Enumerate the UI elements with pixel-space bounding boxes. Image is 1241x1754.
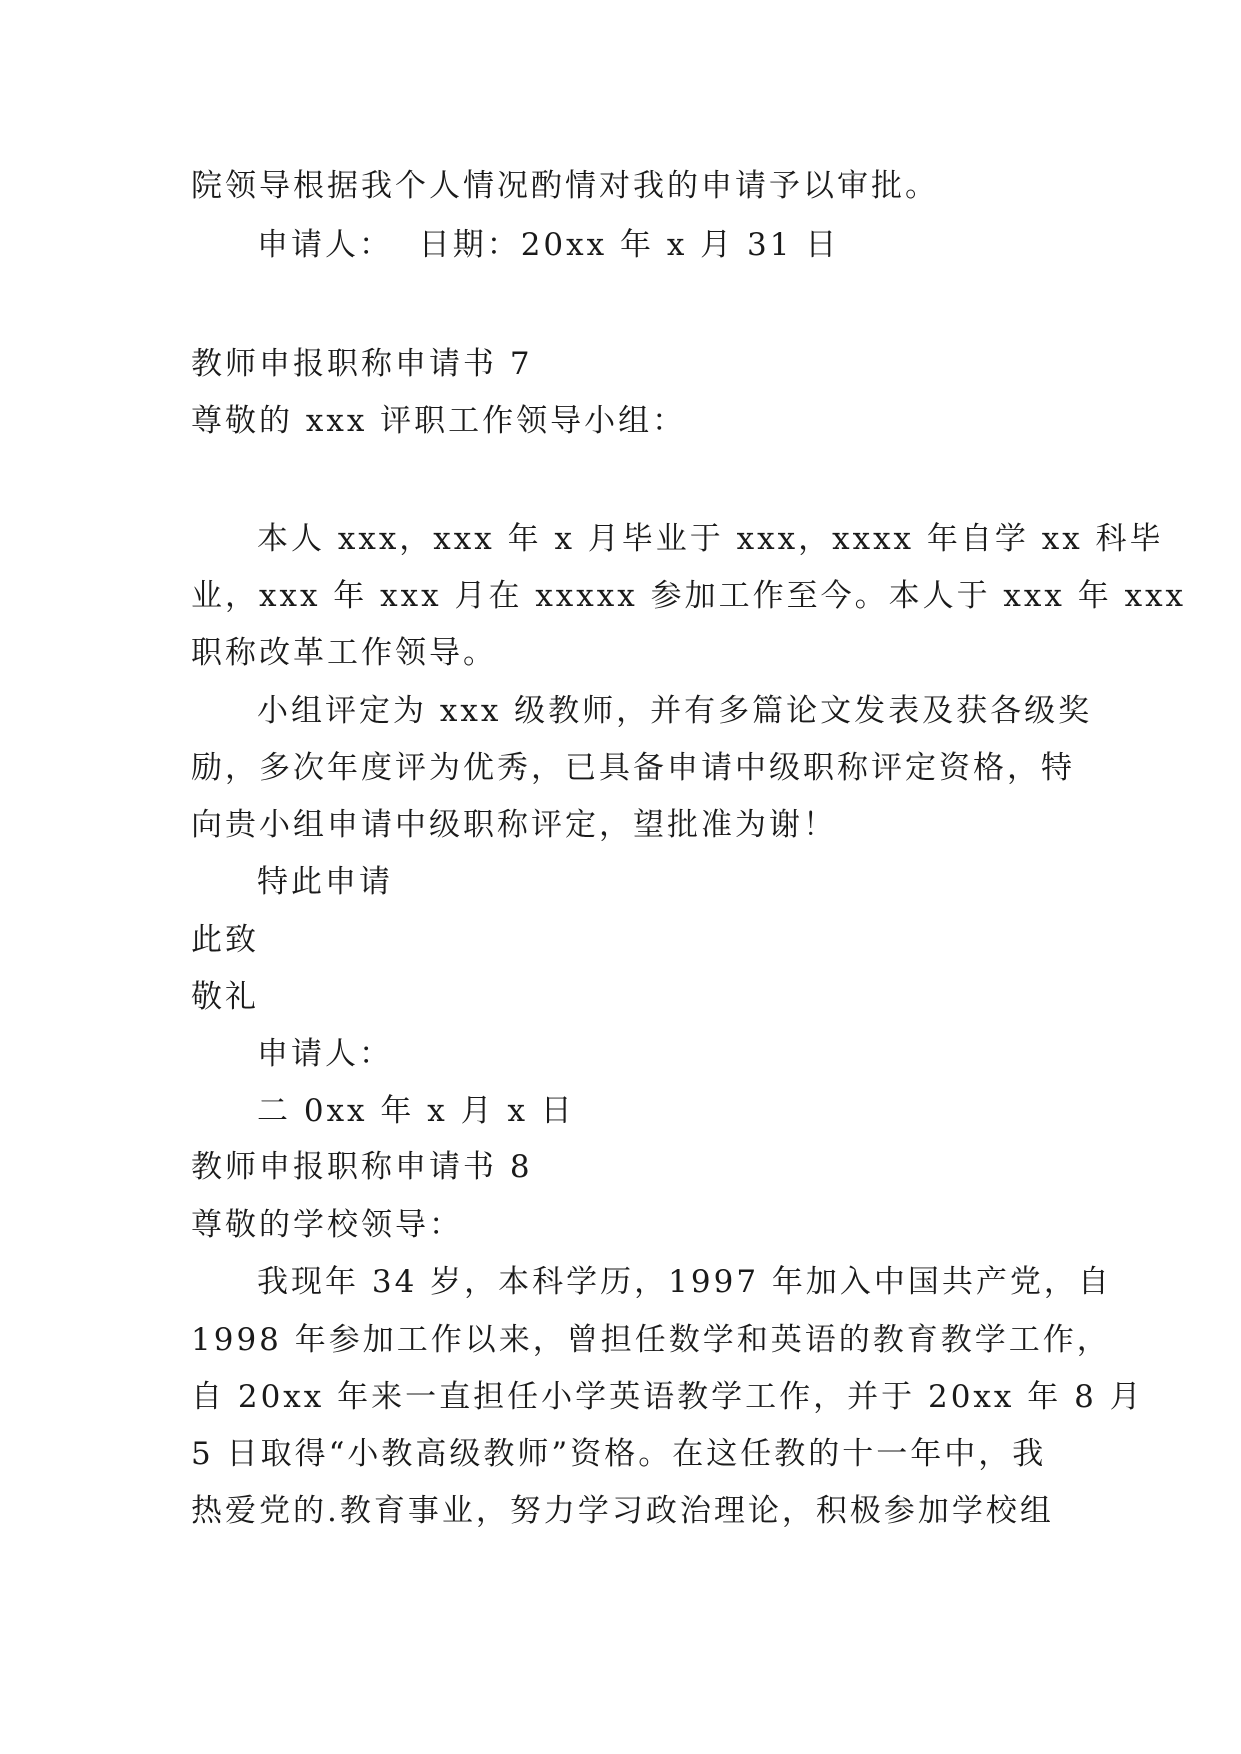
closing-line-2: 敬礼	[191, 979, 259, 1015]
salutation-7: 尊敬的 xxx 评职工作领导小组：	[191, 403, 687, 439]
text-line-21: 5 日取得“小教高级教师”资格。在这任教的十一年中，我	[191, 1436, 1047, 1472]
text-line-1: 院领导根据我个人情况酌情对我的申请予以审批。	[191, 168, 939, 204]
text-line-2: 申请人： 日期：20xx 年 x 月 31 日	[257, 227, 840, 263]
closing-line-1: 此致	[191, 922, 259, 958]
text-line-6: 业，xxx 年 xxx 月在 xxxxx 参加工作至今。本人于 xxx 年 xxx	[191, 578, 1187, 614]
signature-label: 申请人：	[257, 1036, 393, 1072]
text-line-20: 自 20xx 年来一直担任小学英语教学工作，并于 20xx 年 8 月	[191, 1379, 1144, 1415]
signature-date: 二 0xx 年 x 月 x 日	[257, 1093, 575, 1129]
section-heading-8: 教师申报职称申请书 8	[191, 1149, 533, 1185]
text-line-8: 小组评定为 xxx 级教师，并有多篇论文发表及获各级奖	[257, 693, 1093, 729]
text-line-18: 我现年 34 岁，本科学历，1997 年加入中国共产党，自	[257, 1264, 1112, 1300]
text-line-19: 1998 年参加工作以来，曾担任数学和英语的教育教学工作，	[191, 1322, 1111, 1358]
text-line-22: 热爱党的.教育事业，努力学习政治理论，积极参加学校组	[191, 1493, 1054, 1529]
text-line-9: 励，多次年度评为优秀，已具备申请中级职称评定资格，特	[191, 750, 1075, 786]
text-line-10: 向贵小组申请中级职称评定，望批准为谢！	[191, 807, 837, 843]
text-line-7: 职称改革工作领导。	[191, 635, 497, 671]
text-line-11: 特此申请	[257, 864, 393, 900]
text-line-5: 本人 xxx，xxx 年 x 月毕业于 xxx，xxxx 年自学 xx 科毕	[257, 521, 1164, 557]
salutation-8: 尊敬的学校领导：	[191, 1207, 463, 1243]
section-heading-7: 教师申报职称申请书 7	[191, 346, 533, 382]
